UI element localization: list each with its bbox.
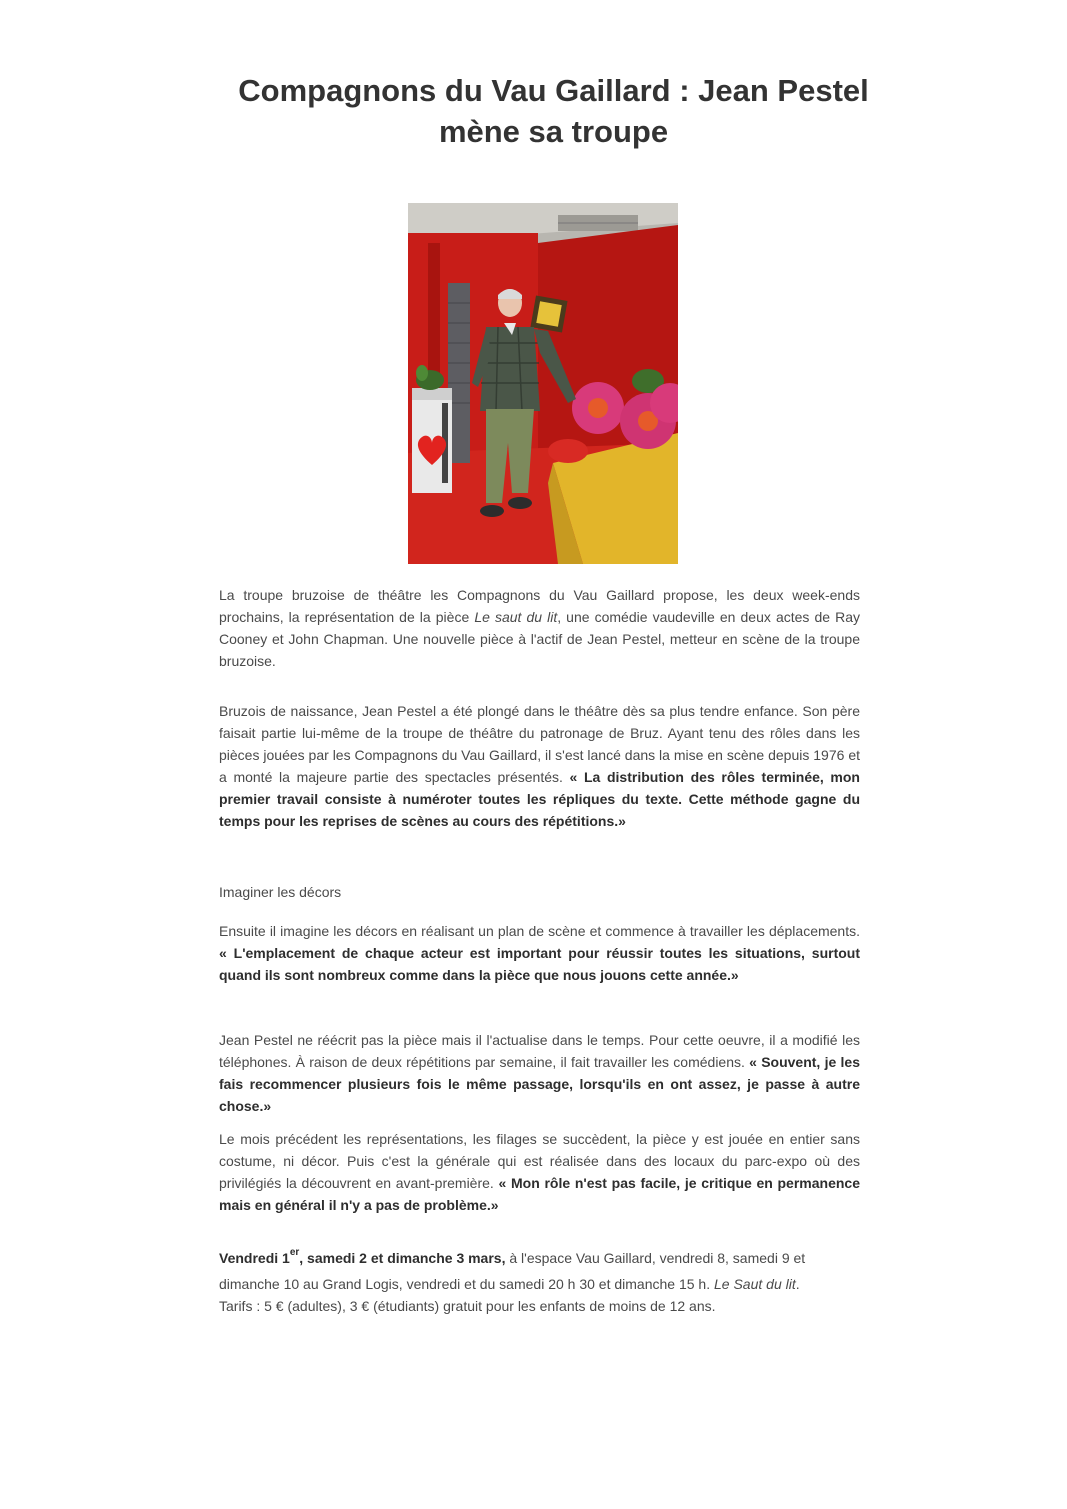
- paragraph-filages: [219, 1128, 860, 1216]
- info-venue: à l'espace Vau Gaillard, vendredi 8, samedi 9 et: [505, 1250, 806, 1266]
- paragraph-actualisation: [219, 1029, 860, 1117]
- info-prices: Tarifs : 5 € (adultes), 3 € (étudiants) gratuit pour les enfants de moins de 12 ans.: [219, 1298, 716, 1314]
- info-play-title: Le Saut du lit: [714, 1276, 796, 1292]
- quote-emplacement: « L'emplacement de chaque acteur est important pour réussir toutes les situations, surtout quand ils sont nombreux comme dans la pièce que nous jouons cette année.»: [219, 945, 860, 983]
- paragraph-biography: [219, 700, 860, 832]
- paragraph-actualisation-text: Jean Pestel ne réécrit pas la pièce mais il l'actualise dans le temps. Pour cette oeuvre, il a modifié les téléphones. À raison de deux répétitions par semaine, il fait travailler les comédiens.: [219, 1032, 860, 1070]
- photo-illustration: [408, 203, 678, 564]
- paragraph-intro: [219, 584, 860, 672]
- paragraph-decors: [219, 920, 860, 986]
- info-date-bold: Vendredi 1: [219, 1250, 290, 1266]
- paragraph-intro-text-end: , une comédie vaudeville en deux actes de Ray Cooney et John Chapman. Une nouvelle pièce à l'actif de Jean Pestel, metteur en scène de la troupe bruzoise.: [219, 609, 860, 669]
- paragraph-intro-text: La troupe bruzoise de théâtre les Compagnons du Vau Gaillard propose, les deux week-ends prochains, la représentation de la pièce: [219, 587, 860, 625]
- practical-info: [219, 1247, 860, 1317]
- article-photo: [408, 203, 678, 564]
- paragraph-decors-text: Ensuite il imagine les décors en réalisant un plan de scène et commence à travailler les déplacements.: [219, 923, 860, 939]
- info-dates: [219, 1247, 860, 1269]
- info-schedule: [219, 1273, 860, 1317]
- info-date-sup: er: [289, 1247, 300, 1259]
- info-schedule-text: dimanche 10 au Grand Logis, vendredi et du samedi 20 h 30 et dimanche 15 h.: [219, 1276, 714, 1292]
- quote-role: « Mon rôle n'est pas facile, je critique en permanence mais en général il n'y a pas de problème.»: [219, 1175, 860, 1213]
- subheading: Imaginer les décors: [219, 884, 342, 900]
- paragraph-biography-text: Bruzois de naissance, Jean Pestel a été plongé dans le théâtre dès sa plus tendre enfance. Son père faisait partie lui-même de la troupe de théâtre du patronage de Bruz. Ayant tenu des rôles dans les pièces jouées par les Compagnons du Vau Gaillard, il s'est lancé dans la mise en scène depuis 1976 et a monté la majeure partie des spectacles présentés.: [219, 703, 860, 785]
- article-title: Compagnons du Vau Gaillard : Jean Pestel mène sa troupe: [238, 73, 869, 149]
- paragraph-filages-text: Le mois précédent les représentations, les filages se succèdent, la pièce y est jouée en entier sans costume, ni décor. Puis c'est la générale qui est réalisée dans des locaux du parc-expo où des privilégiés la découvrent en avant-première.: [219, 1131, 860, 1191]
- quote-recommencer: « Souvent, je les fais recommencer plusieurs fois le même passage, lorsqu'ils en ont assez, je passe à autre chose.»: [219, 1054, 860, 1114]
- info-period: .: [795, 1276, 800, 1292]
- play-title: Le saut du lit: [474, 609, 558, 625]
- quote-distribution: « La distribution des rôles terminée, mon premier travail consiste à numéroter toutes les répliques du texte. Cette méthode gagne du temps pour les reprises de scènes au cours des répétitions.»: [219, 769, 860, 829]
- info-date-bold-rest: , samedi 2 et dimanche 3 mars,: [299, 1250, 506, 1266]
